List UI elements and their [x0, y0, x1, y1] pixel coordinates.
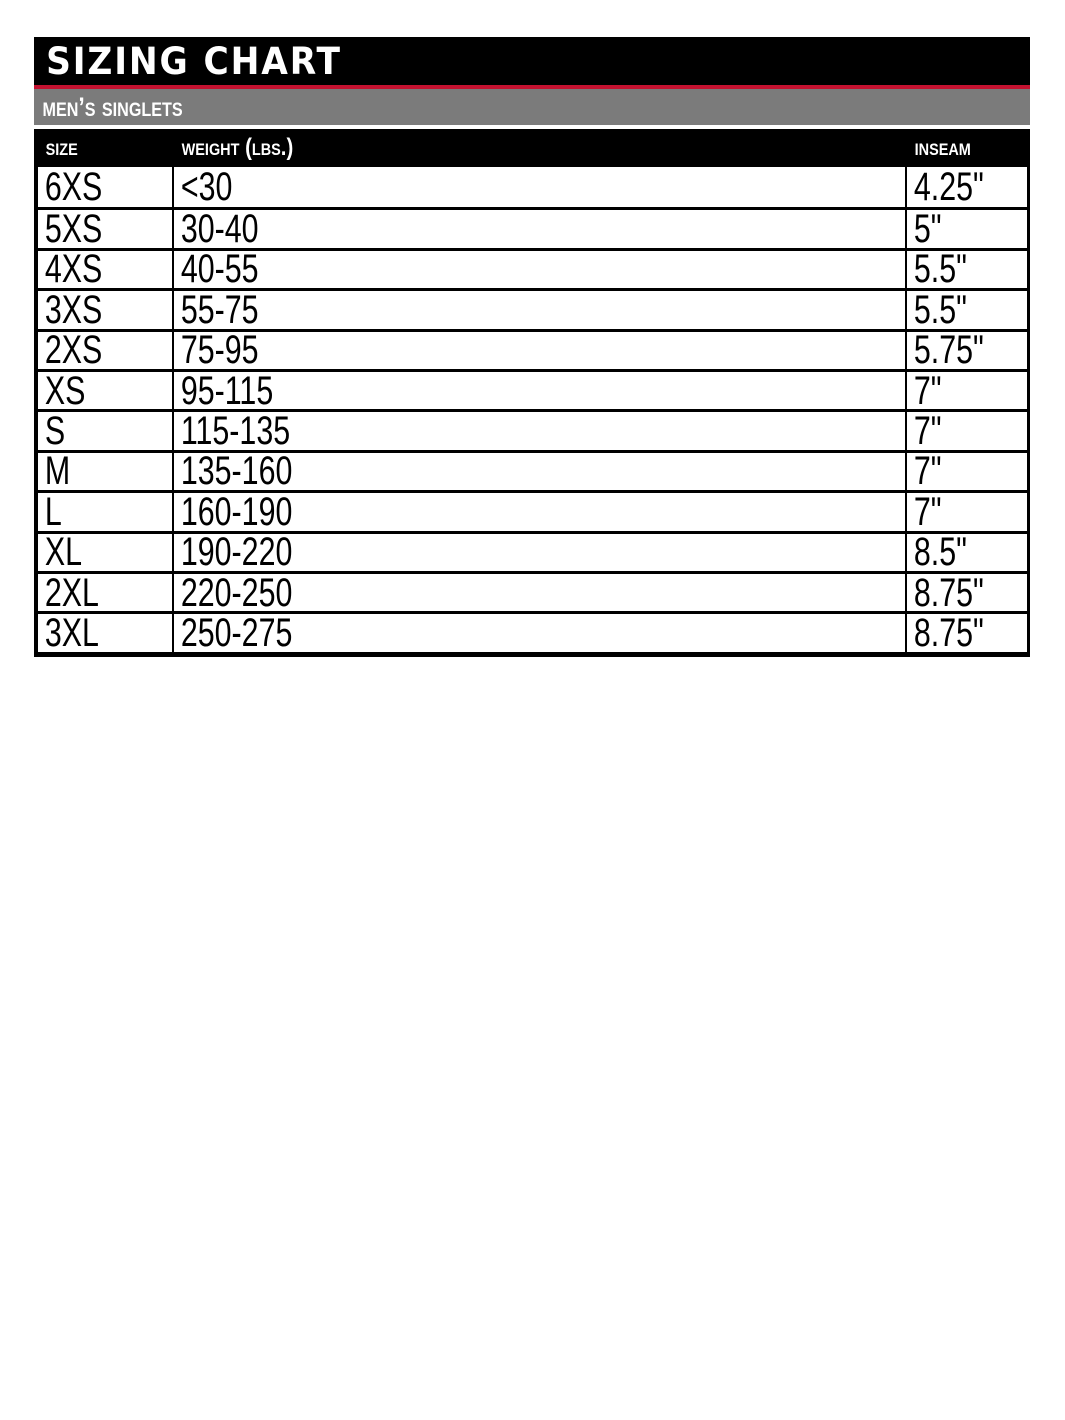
page-title: SIZING CHART [46, 39, 342, 83]
inseam-value: 8.5" [913, 533, 967, 571]
table-row [38, 409, 1027, 449]
weight-value: 135-160 [180, 452, 293, 491]
weight-cell [174, 291, 907, 328]
inseam-cell [907, 453, 1027, 490]
size-cell [38, 534, 174, 571]
inseam-value: 4.25" [913, 167, 984, 208]
size-value: 2XL [44, 573, 99, 612]
weight-value: 220-250 [180, 573, 293, 612]
inseam-cell [907, 210, 1027, 247]
size-cell [38, 210, 174, 247]
inseam-value: 7" [913, 371, 942, 410]
inseam-cell [907, 534, 1027, 571]
section-band [34, 89, 1030, 125]
weight-cell [174, 574, 907, 611]
size-value: M [44, 452, 71, 491]
size-cell [38, 412, 174, 449]
size-value: XL [44, 533, 83, 571]
inseam-cell [907, 372, 1027, 409]
inseam-value: 8.75" [913, 573, 984, 612]
inseam-value: 7" [913, 452, 942, 491]
weight-value: 190-220 [180, 533, 293, 571]
table-row [38, 207, 1027, 247]
inseam-cell [907, 167, 1027, 207]
inseam-value: 5.5" [913, 250, 967, 289]
weight-cell [174, 534, 907, 571]
table-row [38, 248, 1027, 288]
size-cell [38, 332, 174, 369]
header-cell-size [38, 129, 174, 167]
inseam-value: 7" [913, 493, 942, 531]
size-value: XS [44, 371, 86, 410]
table-header-row [34, 129, 1030, 167]
table-row [38, 288, 1027, 328]
weight-value: 115-135 [180, 412, 291, 450]
sizing-chart-sheet [34, 37, 1030, 657]
table-row [38, 167, 1027, 207]
inseam-cell [907, 332, 1027, 369]
size-value: 6XS [44, 167, 103, 208]
size-cell [38, 372, 174, 409]
size-cell [38, 574, 174, 611]
weight-value: 160-190 [180, 493, 293, 531]
size-cell [38, 493, 174, 530]
size-cell [38, 167, 174, 207]
size-value: 3XL [44, 614, 99, 652]
weight-value: 75-95 [180, 331, 259, 369]
table-row [38, 490, 1027, 530]
header-cell-inseam [907, 129, 1027, 167]
table-row [38, 531, 1027, 571]
weight-cell [174, 332, 907, 369]
size-value: L [44, 493, 62, 531]
header-label-weight: weight (lbs.) [181, 134, 294, 161]
inseam-value: 5.5" [913, 291, 967, 329]
inseam-value: 5.75" [913, 331, 984, 369]
size-value: S [44, 412, 66, 450]
weight-value: 95-115 [180, 371, 274, 410]
inseam-cell [907, 251, 1027, 288]
size-cell [38, 291, 174, 328]
inseam-cell [907, 493, 1027, 530]
weight-cell [174, 453, 907, 490]
inseam-value: 8.75" [913, 614, 984, 652]
title-bar [34, 37, 1030, 85]
weight-cell [174, 167, 907, 207]
header-cell-weight [174, 129, 907, 167]
weight-value: 40-55 [180, 250, 259, 289]
weight-cell [174, 372, 907, 409]
size-value: 3XS [44, 291, 103, 329]
header-label-size: size [45, 134, 78, 161]
weight-cell [174, 493, 907, 530]
table-row [38, 450, 1027, 490]
inseam-cell [907, 291, 1027, 328]
weight-cell [174, 412, 907, 449]
weight-value: <30 [180, 167, 233, 208]
size-value: 5XS [44, 210, 103, 248]
size-cell [38, 251, 174, 288]
size-cell [38, 614, 174, 651]
weight-cell [174, 251, 907, 288]
weight-cell [174, 210, 907, 247]
header-label-inseam: inseam [914, 134, 971, 161]
table-row [38, 369, 1027, 409]
section-label: men’s singlets [42, 91, 183, 122]
inseam-value: 5" [913, 210, 942, 248]
inseam-cell [907, 614, 1027, 651]
size-value: 4XS [44, 250, 103, 289]
table-row [38, 329, 1027, 369]
inseam-cell [907, 412, 1027, 449]
weight-value: 30-40 [180, 210, 259, 248]
weight-value: 250-275 [180, 614, 293, 652]
table-row [38, 571, 1027, 611]
inseam-cell [907, 574, 1027, 611]
weight-cell [174, 614, 907, 651]
table-row [38, 611, 1027, 651]
sizing-table [34, 129, 1030, 657]
size-value: 2XS [44, 331, 103, 369]
weight-value: 55-75 [180, 291, 259, 329]
inseam-value: 7" [913, 412, 942, 450]
size-cell [38, 453, 174, 490]
